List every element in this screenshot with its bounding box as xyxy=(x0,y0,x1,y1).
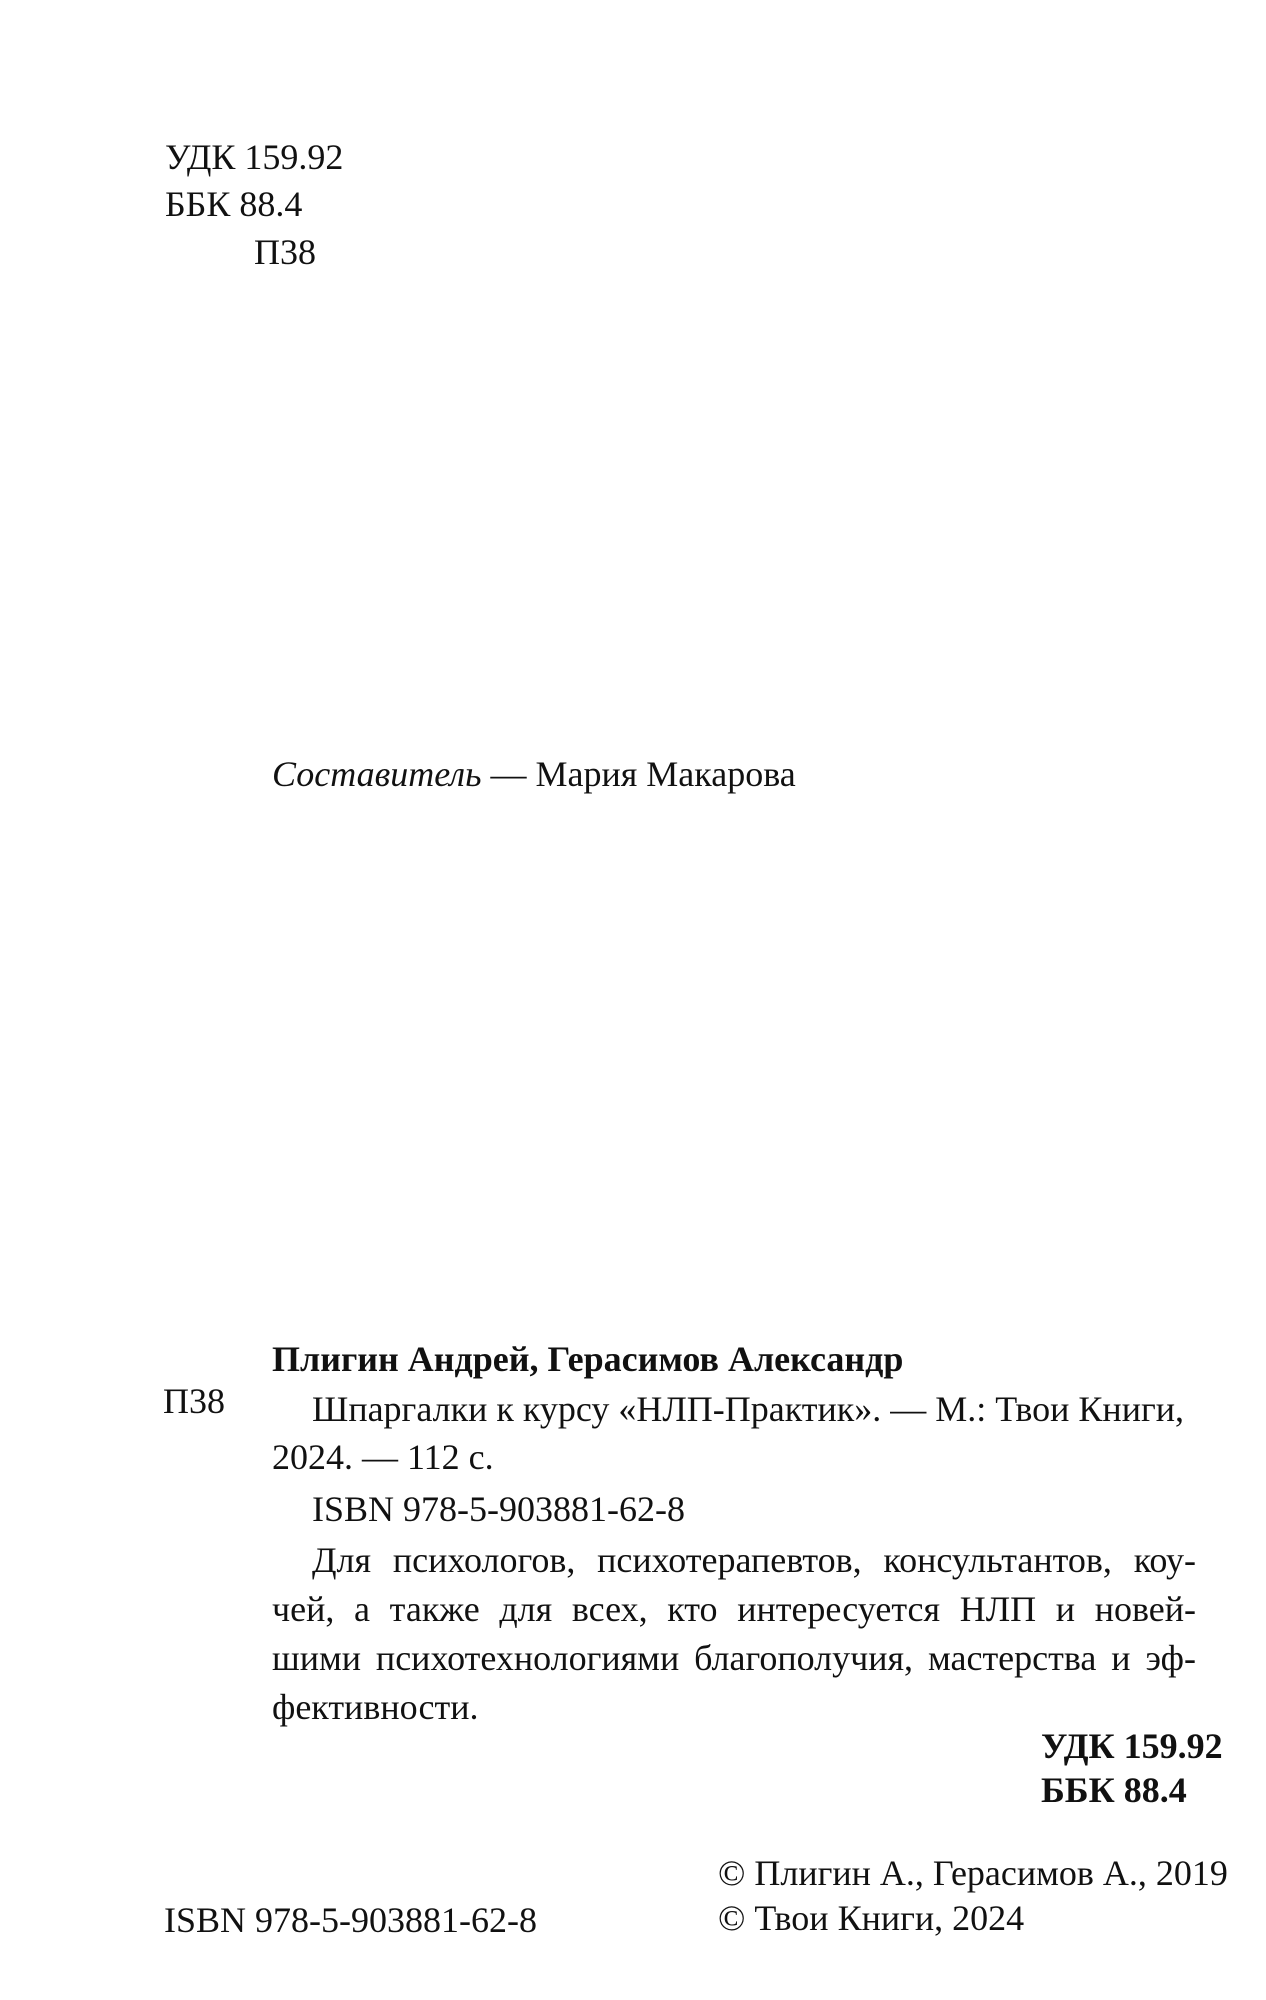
author-code-top: П38 xyxy=(254,232,316,272)
isbn-record: ISBN 978-5-903881-62-8 xyxy=(312,1489,685,1529)
bbk-code-top: ББК 88.4 xyxy=(165,184,303,224)
compiler-line xyxy=(272,756,796,792)
annotation-line: шими психотехнологиями благополучия, мастерства и эф- xyxy=(272,1638,1196,1678)
udk-code-top: УДК 159.92 xyxy=(165,137,344,177)
annotation-line: Для психологов, психотерапевтов, консультантов, коу- xyxy=(312,1540,1196,1580)
authors-heading: Плигин Андрей, Герасимов Александр xyxy=(272,1339,904,1379)
book-title-line: Шпаргалки к курсу «НЛП-Практик». — М.: Твои Книги, xyxy=(312,1389,1184,1429)
annotation xyxy=(272,1536,1196,1732)
compiler-separator: — xyxy=(481,754,536,794)
compiler-role: Составитель xyxy=(272,754,482,794)
bbk-code-bottom: ББК 88.4 xyxy=(1041,1770,1187,1810)
author-code-left: П38 xyxy=(163,1381,225,1421)
year-pages-line: 2024. — 112 с. xyxy=(272,1437,494,1477)
annotation-line: фективности. xyxy=(272,1687,479,1727)
annotation-line: чей, а также для всех, кто интересуется НЛП и новей- xyxy=(272,1589,1196,1629)
copyright-publisher: © Твои Книги, 2024 xyxy=(718,1898,1025,1938)
isbn-footer: ISBN 978-5-903881-62-8 xyxy=(164,1900,537,1940)
copyright-authors: © Плигин А., Герасимов А., 2019 xyxy=(718,1853,1228,1893)
compiler-name: Мария Макарова xyxy=(535,754,796,794)
udk-code-bottom: УДК 159.92 xyxy=(1041,1726,1223,1766)
